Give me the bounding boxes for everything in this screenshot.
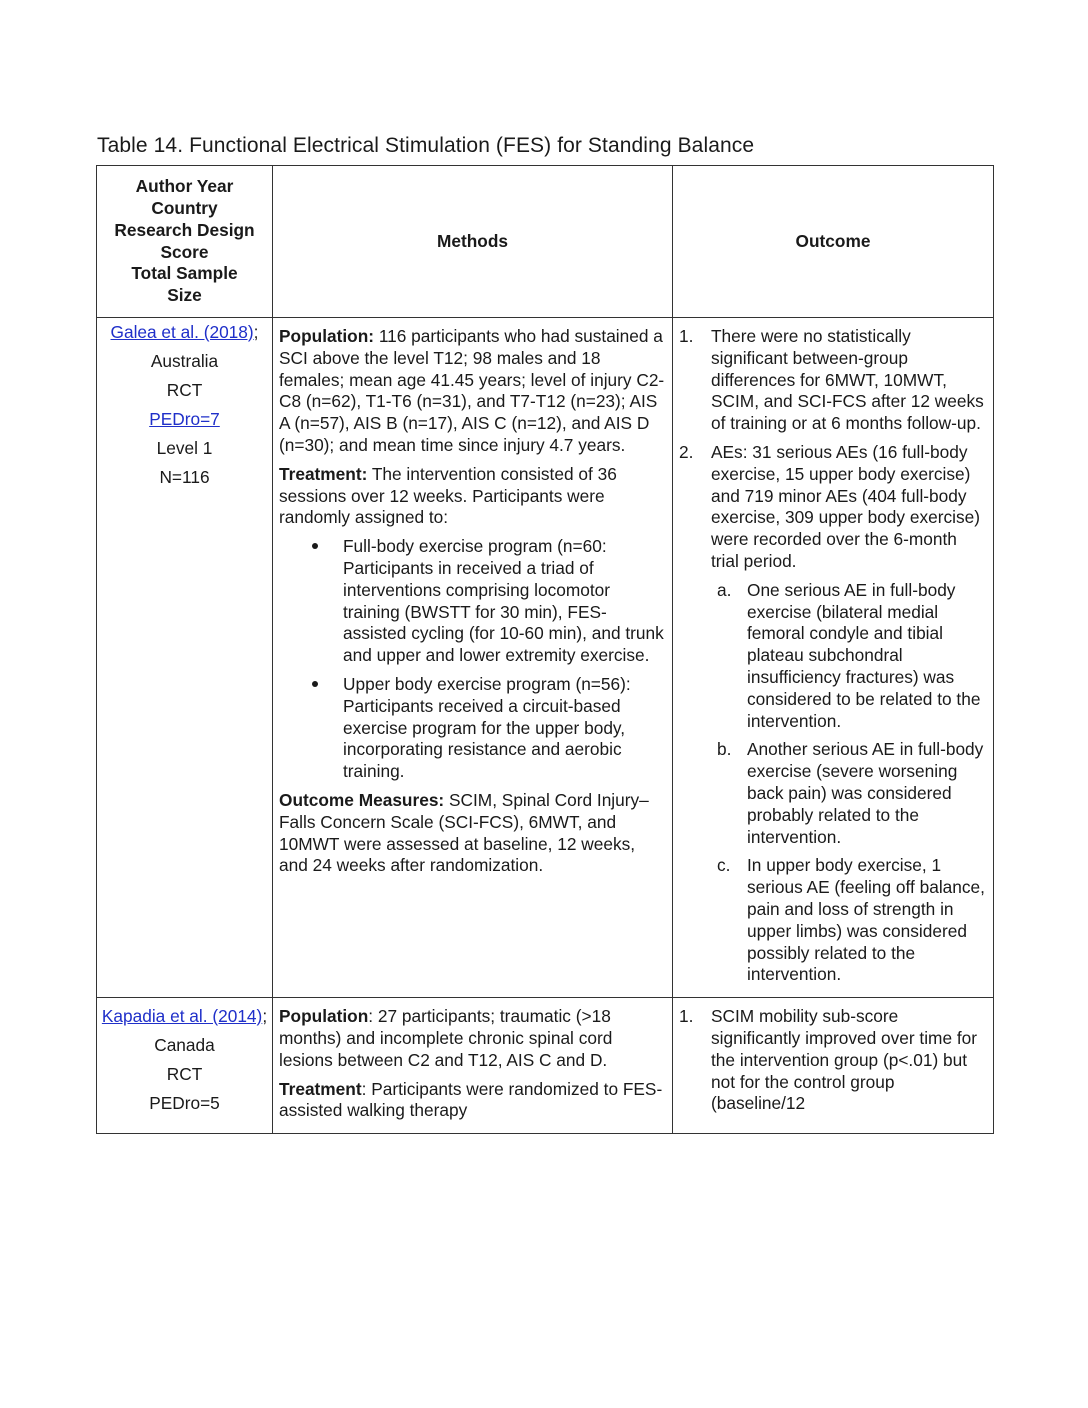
pedro-score-link[interactable]: PEDro=7 [149, 408, 220, 429]
methods-cell [273, 318, 673, 998]
subitem-text: One serious AE in full-body exercise (bilateral medial femoral condyle and tibial plateau subchondral insufficiency fractures) was considered to be related to the intervention. [747, 579, 981, 731]
outcome-measures-label: Outcome Measures: [279, 789, 445, 810]
header-methods-column: Methods [273, 166, 673, 318]
table-row [97, 318, 994, 998]
treatment-arm-text: Full-body exercise program (n=60: Participants in received a triad of interventions comprising locomotor training (BWSTT for 30 min), FES-assisted cycling (for 10-60 min), and trunk and upper and lower extremity exercise. [343, 536, 664, 666]
study-design: RCT [166, 1064, 203, 1085]
outcome-text: There were no statistically significant between-group differences for 6MWT, 10MWT, SCIM, and SCI-FCS after 12 weeks of training or at 6 months follow-up. [711, 326, 984, 434]
subitem-text: In upper body exercise, 1 serious AE (feeling off balance, pain and loss of strength in upper limbs) was considered possibly related to the intervention. [747, 855, 985, 985]
header-line: Author Year [135, 176, 234, 197]
study-citation-link[interactable]: Galea et al. (2018) [110, 322, 254, 342]
pedro-score: PEDro=5 [149, 1093, 220, 1114]
outcome-number: 1. [679, 1006, 694, 1027]
outcome-item [679, 326, 985, 435]
study-country: Canada [154, 1035, 215, 1056]
population-text: : 27 participants; traumatic (>18 months) and incomplete chronic spinal cord lesions between C2 and T12, AIS C and D. [279, 1006, 613, 1070]
subitem-letter: b. [717, 739, 732, 760]
header-outcome-column: Outcome [673, 166, 994, 318]
treatment-paragraph [279, 1079, 666, 1123]
study-citation-link[interactable]: Kapadia et al. (2014) [101, 1006, 263, 1027]
header-study-column [97, 166, 273, 318]
table-header-row [97, 166, 994, 318]
outcome-subitem [679, 739, 985, 848]
citation-separator: ; [253, 322, 259, 342]
treatment-label: Treatment [279, 1078, 362, 1099]
outcome-cell [673, 998, 994, 1134]
evidence-table [96, 165, 994, 1134]
study-cell [97, 998, 273, 1134]
table-row [97, 998, 994, 1134]
population-text: 116 participants who had sustained a SCI above the level T12; 98 males and 18 females; mean age 41.45 years; level of injury C2-C8 (n=62), T1-T6 (n=31), and T7-T12 (n=23); AIS A (n=57), AIS B (n=17), AIS C (n=12), and AIS D (n=30); and mean time since injury 4.7 years. [279, 326, 665, 455]
bullet-icon [312, 543, 318, 549]
treatment-text: The intervention consisted of 36 sessions over 12 weeks. Participants were randomly assigned to: [279, 463, 617, 528]
header-line: Research Design [114, 219, 255, 240]
outcome-number: 1. [679, 326, 694, 346]
subitem-text: Another serious AE in full-body exercise (severe worsening back pain) was considered probably related to the intervention. [747, 739, 984, 847]
list-item [343, 536, 666, 667]
population-label: Population [279, 1006, 369, 1027]
population-paragraph [279, 326, 666, 457]
header-line: Score [160, 241, 209, 262]
population-label: Population: [279, 326, 375, 346]
outcome-number: 2. [679, 441, 694, 462]
evidence-level: Level 1 [156, 437, 213, 458]
treatment-arm-text: Upper body exercise program (n=56): Participants received a circuit-based exercise program for the upper body, incorporating resistance and aerobic training. [343, 673, 631, 782]
outcome-text: AEs: 31 serious AEs (16 full-body exercise, 15 upper body exercise) and 719 minor AEs (404 full-body exercise, 309 upper body exercise) were recorded over the 6-month trial period. [711, 441, 980, 571]
list-item [343, 674, 666, 783]
outcome-measures-text: SCIM, Spinal Cord Injury–Falls Concern Scale (SCI-FCS), 6MWT, and 10MWT were assessed at baseline, 12 weeks, and 24 weeks after randomization. [279, 789, 649, 876]
outcome-measures-paragraph [279, 790, 666, 877]
outcome-item [679, 442, 985, 573]
outcome-cell [673, 318, 994, 998]
study-cell [97, 318, 273, 998]
treatment-label: Treatment: [279, 463, 368, 484]
table-caption: Table 14. Functional Electrical Stimulation (FES) for Standing Balance [97, 134, 755, 157]
header-line: Total Sample [131, 263, 238, 284]
outcome-subitem [679, 855, 985, 986]
subitem-letter: a. [717, 579, 732, 600]
outcome-item [679, 1006, 985, 1115]
treatment-paragraph [279, 464, 666, 529]
outcome-subitem [679, 580, 985, 733]
subitem-letter: c. [717, 855, 731, 876]
treatment-arms-list [279, 536, 666, 783]
population-paragraph [279, 1006, 666, 1071]
outcome-text: SCIM mobility sub-score significantly improved over time for the intervention group (p<.01) but not for the control group (baseline/12 [711, 1006, 978, 1114]
sample-size: N=116 [159, 466, 210, 487]
treatment-text: : Participants were randomized to FES-assisted walking therapy [279, 1078, 663, 1121]
header-line: Country [151, 197, 218, 218]
citation-separator: ; [262, 1006, 268, 1027]
bullet-icon [312, 681, 318, 687]
study-design: RCT [166, 379, 203, 400]
study-country: Australia [150, 350, 219, 371]
header-line: Size [167, 285, 202, 306]
methods-cell [273, 998, 673, 1134]
